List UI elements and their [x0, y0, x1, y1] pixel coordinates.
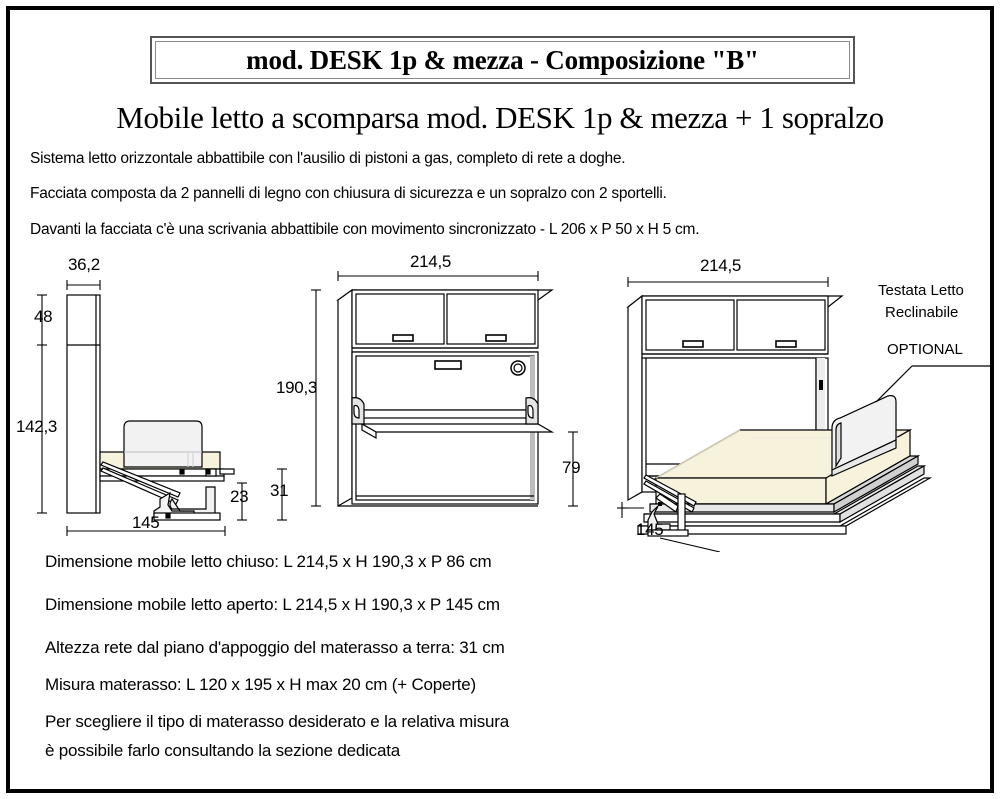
description-line-3: Davanti la facciata c'è una scrivania abbattibile con movimento sincronizzato - L 206 x P 50 x H 5 cm. [30, 221, 700, 238]
front-closed-svg [290, 258, 600, 538]
description-line-2: Facciata composta da 2 pannelli di legno con chiusura di sicurezza e un sopralzo con 2 sportelli. [30, 185, 667, 202]
closed-desk-top [362, 424, 552, 432]
dim-label-height-lower: 142,3 [16, 417, 58, 436]
dim-label-height-upper: 48 [34, 307, 53, 326]
dim-label-width-open: 145 [132, 513, 160, 532]
side-foot-base [154, 513, 220, 520]
dim-label-open-depth: 145 [636, 520, 664, 539]
dim-label-desk-height: 79 [562, 458, 581, 477]
dim-front-height [311, 290, 321, 506]
side-folded-mattress [124, 421, 202, 467]
spec-line-closed-dimensions: Dimensione mobile letto chiuso: L 214,5 x H 190,3 x P 86 cm [45, 552, 492, 571]
spec-line-mattress-size: Misura materasso: L 120 x 195 x H max 20 cm (+ Coperte) [45, 675, 477, 694]
closed-center-handle [435, 361, 461, 369]
closed-desk-rail [362, 410, 528, 418]
title-box-inner [155, 41, 850, 79]
callout-testata-line1: Testata Letto [878, 282, 964, 299]
dim-label-front-width: 214,5 [410, 252, 452, 271]
open-handle-right [776, 341, 796, 347]
headline: Mobile letto a scomparsa mod. DESK 1p & mezza + 1 sopralzo [116, 100, 884, 135]
open-latch-icon [819, 380, 823, 390]
open-handle-left [683, 341, 703, 347]
spec-line-net-height: Altezza rete dal piano d'appoggio del materasso a terra: 31 cm [45, 638, 505, 657]
dim-front-width [338, 271, 538, 281]
dim-label-height-mech: 23 [230, 487, 249, 506]
title-box [150, 36, 855, 84]
description-line-1: Sistema letto orizzontale abbattibile con l'ausilio di pistoni a gas, completo di rete a doghe. [30, 150, 626, 167]
callout-testata-line2: Reclinabile [885, 304, 959, 321]
dim-label-front-height: 190,3 [276, 378, 318, 397]
spec-line-open-dimensions: Dimensione mobile letto aperto: L 214,5 x H 190,3 x P 145 cm [45, 595, 500, 614]
page-title: mod. DESK 1p & mezza - Composizione "B" [246, 44, 759, 75]
closed-handle-left [393, 335, 413, 341]
dim-label-height-net: 31 [270, 481, 289, 500]
callout-optional: OPTIONAL [887, 341, 963, 358]
side-view-svg [20, 255, 310, 545]
open-left-face [628, 296, 642, 500]
side-view-drawing [16, 255, 310, 545]
dim-open-width [628, 277, 828, 287]
dim-label-open-width: 214,5 [700, 256, 742, 275]
closed-handle-right [486, 335, 506, 341]
spec-line-note-2: è possibile farlo consultando la sezione dedicata [45, 741, 400, 760]
side-cabinet-body [67, 295, 100, 513]
front-open-drawing [600, 256, 995, 552]
dim-label-depth-top: 36,2 [68, 255, 100, 274]
dim-depth-top [67, 280, 100, 290]
closed-left-face [338, 290, 352, 506]
spec-line-note-1: Per scegliere il tipo di materasso desiderato e la relativa misura [45, 712, 509, 731]
